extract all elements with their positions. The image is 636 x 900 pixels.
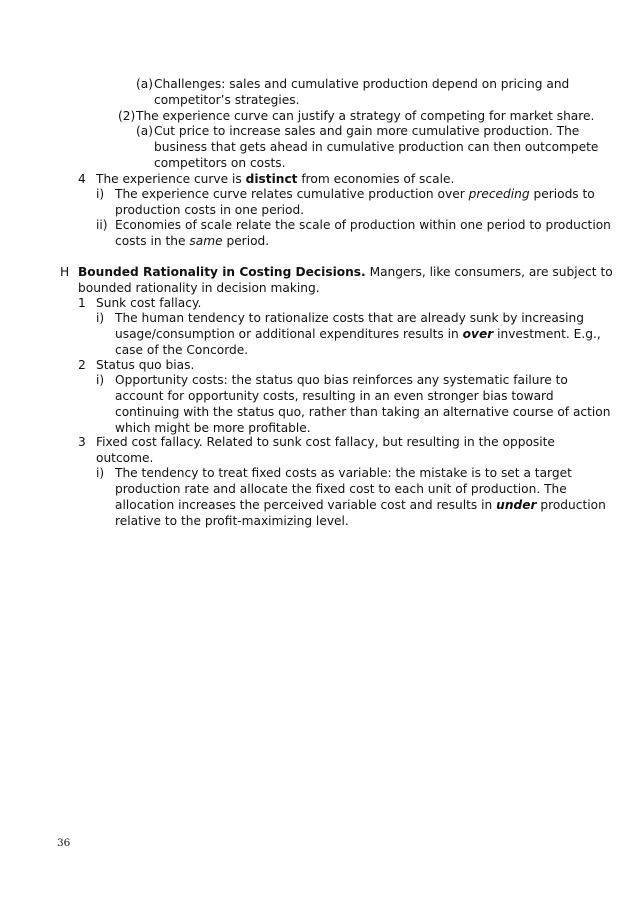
- text-run: The tendency to treat fixed costs as variable: the mistake is to set a target: [115, 466, 572, 480]
- emphasized-text: preceding: [468, 187, 530, 201]
- text-line: [96, 172, 454, 188]
- item-marker: i): [96, 187, 105, 201]
- item-marker: i): [96, 311, 105, 325]
- text-run: Mangers, like consumers, are subject to: [365, 265, 613, 279]
- emphasized-text: under: [496, 498, 537, 512]
- item-marker: i): [96, 466, 105, 480]
- text-run: business that gets ahead in cumulative production can then outcompete: [154, 140, 599, 154]
- text-run: outcome.: [96, 451, 154, 465]
- text-line: [115, 218, 611, 234]
- text-run: production rate and allocate the fixed cost to each unit of production. The: [115, 482, 567, 496]
- text-line: [115, 343, 248, 359]
- text-line: [154, 124, 579, 140]
- item-marker: ii): [96, 218, 108, 232]
- text-line: [154, 77, 569, 93]
- text-run: which might be more profitable.: [115, 421, 311, 435]
- text-line: [136, 109, 594, 125]
- text-line: [154, 93, 300, 109]
- text-line: [78, 265, 613, 281]
- text-run: competitor’s strategies.: [154, 93, 300, 108]
- text-line: [78, 281, 320, 297]
- item-marker: (2): [118, 109, 136, 123]
- text-run: Status quo bias.: [96, 358, 195, 372]
- text-run: usage/consumption or additional expenditures results in: [115, 327, 463, 341]
- text-run: Opportunity costs: the status quo bias reinforces any systematic failure to: [115, 373, 568, 387]
- text-line: [96, 435, 555, 451]
- text-line: [115, 187, 595, 203]
- text-run: production costs in one period.: [115, 203, 305, 217]
- item-marker: i): [96, 373, 105, 387]
- text-line: [115, 514, 349, 530]
- text-run: continuing with the status quo, rather than taking an alternative course of action: [115, 405, 611, 419]
- text-run: Sunk cost fallacy.: [96, 296, 202, 310]
- item-marker: 3: [78, 435, 86, 449]
- text-run: The human tendency to rationalize costs that are already sunk by increasing: [115, 311, 584, 325]
- text-run: periods to: [529, 187, 595, 201]
- text-run: relative to the profit-maximizing level.: [115, 514, 349, 528]
- text-run: Economies of scale relate the scale of production within one period to production: [115, 218, 611, 232]
- item-marker: 4: [78, 172, 86, 186]
- text-line: [115, 405, 610, 421]
- text-run: from economies of scale.: [297, 172, 455, 186]
- text-line: [154, 140, 598, 156]
- text-line: [96, 296, 201, 312]
- text-line: [115, 327, 601, 343]
- text-run: competitors on costs.: [154, 156, 286, 170]
- text-run: investment. E.g.,: [493, 327, 601, 341]
- text-run: allocation increases the perceived variable cost and results in: [115, 498, 497, 512]
- text-run: Fixed cost fallacy. Related to sunk cost fallacy, but resulting in the opposite: [96, 435, 555, 449]
- text-run: bounded rationality in decision making.: [78, 281, 320, 295]
- text-line: [115, 203, 304, 219]
- text-run: Cut price to increase sales and gain more cumulative production. The: [154, 124, 580, 138]
- emphasized-text: distinct: [245, 172, 298, 186]
- text-line: [115, 373, 568, 389]
- text-line: [115, 234, 269, 250]
- text-run: The experience curve relates cumulative production over: [115, 187, 469, 201]
- emphasized-text: over: [462, 327, 494, 341]
- text-line: [96, 358, 194, 374]
- emphasized-text: Bounded Rationality in Costing Decisions.: [78, 265, 366, 279]
- text-line: [154, 156, 285, 172]
- item-marker: 1: [78, 296, 86, 310]
- text-run: case of the Concorde.: [115, 343, 249, 357]
- item-marker: (a): [136, 124, 153, 138]
- text-run: Challenges: sales and cumulative production depend on pricing and: [154, 77, 570, 91]
- text-line: [115, 311, 584, 327]
- text-line: [115, 498, 606, 514]
- text-line: [115, 389, 554, 405]
- text-run: costs in the: [115, 234, 190, 248]
- text-run: period.: [222, 234, 270, 248]
- item-marker: 2: [78, 358, 86, 372]
- text-line: [115, 482, 567, 498]
- text-run: account for opportunity costs, resulting in an even stronger bias toward: [115, 389, 554, 403]
- text-run: The experience curve is: [96, 172, 246, 186]
- text-run: The experience curve can justify a strategy of competing for market share.: [136, 109, 595, 123]
- item-marker: H: [60, 265, 70, 279]
- text-run: production: [536, 498, 606, 512]
- item-marker: (a): [136, 77, 153, 91]
- text-line: [115, 466, 572, 482]
- text-line: [96, 451, 153, 467]
- emphasized-text: same: [189, 234, 223, 248]
- page-number: 36: [57, 837, 71, 849]
